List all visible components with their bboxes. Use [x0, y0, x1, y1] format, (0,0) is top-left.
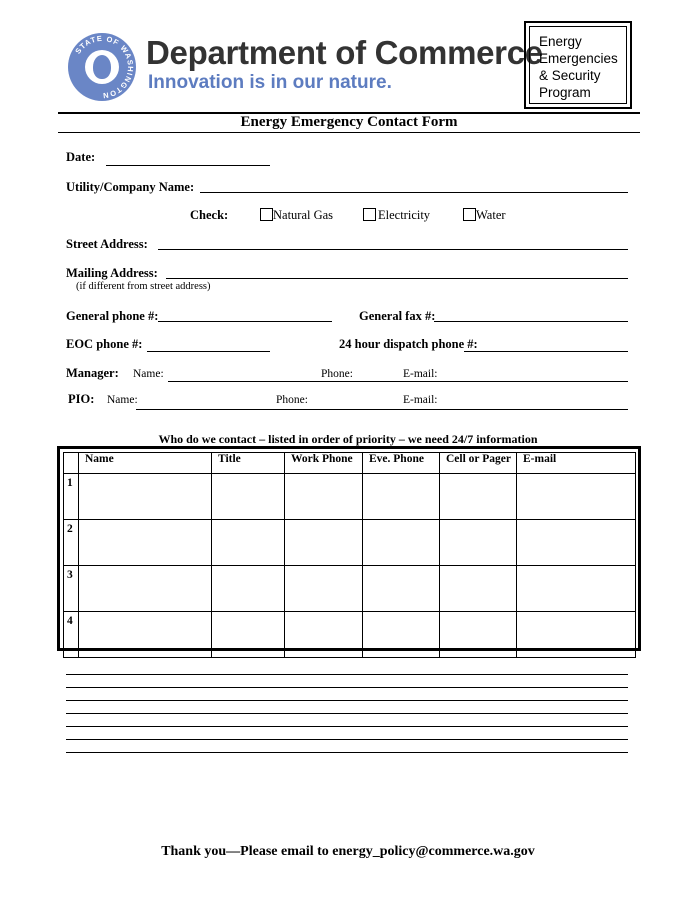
check-label: Check: [190, 208, 229, 222]
date-label: Date: [66, 150, 96, 164]
table-row [64, 566, 636, 612]
cell-pager-column-header: Cell or Pager [440, 453, 517, 474]
table-row [64, 612, 636, 658]
electricity-checkbox[interactable] [363, 208, 376, 221]
eve-phone-cell[interactable] [363, 612, 440, 658]
manager-name-label: Name: [133, 368, 164, 380]
eve-phone-column-header: Eve. Phone [363, 453, 440, 474]
title-cell[interactable] [212, 520, 285, 566]
mailing-address-note: (if different from street address) [76, 281, 211, 292]
name-cell[interactable] [79, 520, 212, 566]
department-name: Department of Commerce [146, 34, 543, 71]
company-label: Utility/Company Name: [66, 180, 195, 194]
notes-line[interactable] [66, 726, 628, 727]
seal-text: STATE OF WASHINGTON [73, 33, 136, 101]
thank-you-note: Thank you—Please email to energy_policy@commerce.wa.gov [161, 844, 535, 859]
contacts-heading: Who do we contact – listed in order of priority – we need 24/7 information [158, 432, 538, 446]
form-title: Energy Emergency Contact Form [240, 114, 458, 130]
row-number: 3 [64, 566, 79, 612]
notes-line[interactable] [66, 739, 628, 740]
program-box [524, 21, 632, 109]
electricity-label: Electricity [378, 208, 431, 222]
manager-field[interactable] [168, 381, 628, 382]
notes-line[interactable] [66, 713, 628, 714]
name-cell[interactable] [79, 612, 212, 658]
general-fax-label: General fax #: [359, 309, 436, 323]
email-cell[interactable] [517, 612, 636, 658]
name-cell[interactable] [79, 566, 212, 612]
cell-pager-cell[interactable] [440, 612, 517, 658]
title-bottom-rule [58, 132, 640, 133]
pio-name-label: Name: [107, 394, 138, 406]
cell-pager-cell[interactable] [440, 566, 517, 612]
table-row [64, 520, 636, 566]
title-cell[interactable] [212, 474, 285, 520]
work-phone-cell[interactable] [285, 474, 363, 520]
email-cell[interactable] [517, 520, 636, 566]
email-cell[interactable] [517, 474, 636, 520]
eve-phone-cell[interactable] [363, 520, 440, 566]
general-fax-field[interactable] [434, 321, 628, 322]
cell-pager-cell[interactable] [440, 474, 517, 520]
department-tagline: Innovation is in our nature. [148, 72, 392, 93]
table-row [64, 474, 636, 520]
eoc-phone-field[interactable] [147, 351, 270, 352]
natural-gas-checkbox[interactable] [260, 208, 273, 221]
natural-gas-label: Natural Gas [273, 208, 334, 222]
cell-pager-cell[interactable] [440, 520, 517, 566]
date-field[interactable] [106, 165, 270, 166]
number-column-header [64, 453, 79, 474]
work-phone-cell[interactable] [285, 520, 363, 566]
mailing-address-field[interactable] [166, 278, 628, 279]
title-cell[interactable] [212, 566, 285, 612]
eve-phone-cell[interactable] [363, 474, 440, 520]
program-name: Energy Emergencies & Security Program [539, 34, 618, 100]
notes-line[interactable] [66, 687, 628, 688]
name-column-header: Name [79, 453, 212, 474]
water-checkbox[interactable] [463, 208, 476, 221]
pio-phone-label: Phone: [276, 394, 308, 406]
notes-line[interactable] [66, 752, 628, 753]
contacts-header-row [64, 453, 636, 474]
email-cell[interactable] [517, 566, 636, 612]
title-cell[interactable] [212, 612, 285, 658]
general-phone-label: General phone #: [66, 309, 159, 323]
contacts-table [57, 446, 641, 651]
seal-portrait-icon [93, 55, 111, 79]
pio-field[interactable] [136, 409, 628, 410]
work-phone-column-header: Work Phone [285, 453, 363, 474]
washington-state-seal [68, 33, 136, 101]
notes-line[interactable] [66, 700, 628, 701]
dispatch-phone-field[interactable] [464, 351, 628, 352]
street-address-field[interactable] [158, 249, 628, 250]
dispatch-phone-label: 24 hour dispatch phone #: [339, 337, 478, 351]
water-label: Water [476, 208, 506, 222]
general-phone-field[interactable] [158, 321, 332, 322]
work-phone-cell[interactable] [285, 612, 363, 658]
row-number: 2 [64, 520, 79, 566]
work-phone-cell[interactable] [285, 566, 363, 612]
manager-email-label: E-mail: [403, 368, 438, 380]
title-column-header: Title [212, 453, 285, 474]
pio-email-label: E-mail: [403, 394, 438, 406]
notes-line[interactable] [66, 674, 628, 675]
mailing-address-label: Mailing Address: [66, 266, 158, 280]
eve-phone-cell[interactable] [363, 566, 440, 612]
row-number: 4 [64, 612, 79, 658]
pio-label: PIO: [68, 392, 95, 406]
email-column-header: E-mail [517, 453, 636, 474]
row-number: 1 [64, 474, 79, 520]
eoc-phone-label: EOC phone #: [66, 337, 143, 351]
company-field[interactable] [200, 192, 628, 193]
manager-label: Manager: [66, 366, 119, 380]
name-cell[interactable] [79, 474, 212, 520]
street-address-label: Street Address: [66, 237, 148, 251]
manager-phone-label: Phone: [321, 368, 353, 380]
